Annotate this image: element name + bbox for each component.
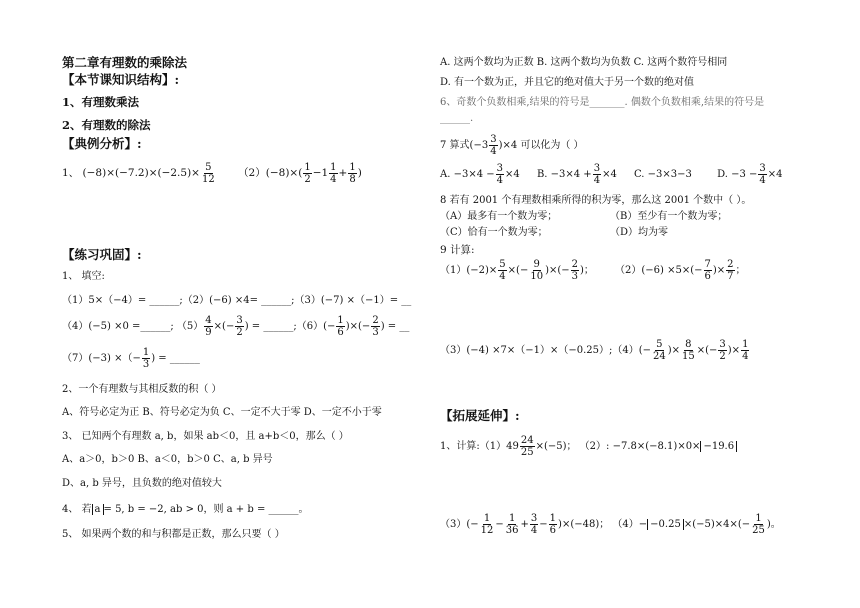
item-division: 2、有理数的除法 — [62, 118, 151, 132]
question-8: 8 若有 2001 个有理数相乘所得的积为零，那么这 2001 个数中（ ）。 — [440, 195, 752, 206]
fill2-frac-2: $\frac{3}{2}$ — [236, 315, 243, 338]
ex1-prefix: 1、 — [62, 167, 80, 179]
q9-part-2: （2）(−6) ×5×(− $\frac{7}{6}$ )× $\frac{2}{7}$ ； — [615, 259, 746, 282]
fill2-frac-3: $\frac{1}{6}$ — [337, 315, 344, 338]
extension-q1: 1、计算:（1）49 $\frac{24}{25}$ ×(−5)； （2）: −7.8×(−8.1)×0× −19.6 — [440, 434, 737, 460]
q7-optB-frac: $\frac{3}{4}$ — [593, 163, 601, 186]
practice-header: 【练习巩固】: — [62, 247, 142, 262]
q8-option-d: （D）均为零 — [610, 227, 669, 238]
abs-19-6: −19.6 — [700, 441, 737, 452]
q9-1-frac-3: $\frac{2}{3}$ — [571, 259, 579, 282]
fill3-frac: $\frac{1}{3}$ — [142, 347, 150, 370]
e3-frac-2: $\frac{1}{36}$ — [505, 513, 519, 536]
q7-frac: $\frac{3}{4}$ — [490, 134, 497, 157]
q9-1-frac-2: $\frac{9}{10}$ — [530, 259, 544, 282]
question-6-cont: ______. — [440, 113, 474, 124]
question-4: 4、 若 a = 5, b = −2, ab > 0，则 a + b = ______。 — [62, 504, 309, 515]
fill2-frac-4: $\frac{2}{3}$ — [372, 315, 379, 338]
structure-header: 【本节课知识结构】: — [62, 72, 180, 87]
q9-part-3-4: （3）(−4) ×7×（−1）×（−0.25）;（4）(− $\frac{5}{24}$ )× $\frac{8}{15}$ ×(− $\frac{3}{2}$ )× $\frac{1}{4}$ — [440, 339, 749, 362]
e3-frac-1: $\frac{1}{12}$ — [480, 513, 494, 536]
example-1: 1、 (−8)×(−7.2)×(−2.5)× $\frac{5}{12}$ （2）(−8)×( $\frac{1}{2}$ −1 $\frac{1}{4}$ + $\frac{1}{8}$ ) — [62, 161, 362, 185]
q5-options-abc: A. 这两个数均为正数 B. 这两个数均为负数 C. 这两个数符号相同 — [440, 57, 728, 68]
q9-part-1: （1）(−2)× $\frac{5}{4}$ ×(− $\frac{9}{10}$ )×(− $\frac{2}{3}$ )； — [440, 259, 594, 282]
q7-optD-frac: $\frac{3}{4}$ — [759, 163, 766, 186]
q7-optA-frac: $\frac{3}{4}$ — [496, 163, 503, 186]
e3-frac-3: $\frac{3}{4}$ — [530, 513, 538, 536]
e3-frac-4: $\frac{1}{6}$ — [549, 513, 557, 536]
ex1-fraction: $\frac{5}{12}$ — [201, 161, 215, 185]
fill-line-3: （7）(−3) ×（− $\frac{1}{3}$ ) = ______ — [62, 347, 200, 370]
chapter-title: 第二章有理数的乘除法 — [62, 55, 188, 70]
q9-4-frac-4: $\frac{1}{4}$ — [742, 339, 749, 362]
e3-frac-5: $\frac{1}{25}$ — [752, 513, 765, 536]
q8-option-c: （C）恰有一个数为零； — [440, 227, 548, 238]
q9-4-frac-3: $\frac{3}{2}$ — [719, 339, 726, 362]
question-3: 3、 已知两个有理数 a, b，如果 ab＜0，且 a+b＜0，那么（ ） — [62, 431, 349, 442]
fill-line-2: （4）(−5) ×0 =______; （5） $\frac{4}{9}$ ×(− $\frac{3}{2}$ ) = ______;（6）(− $\frac{1}{6}$ )×(− $\frac{2}{3}$ ) = __ — [62, 315, 410, 338]
question-3-option-d: D、a, b 异号，且负数的绝对值较大 — [62, 478, 222, 489]
fill2-frac-1: $\frac{4}{9}$ — [205, 315, 212, 338]
extension-header: 【拓展延伸】: — [440, 408, 520, 423]
ex1-frac-3: $\frac{1}{8}$ — [349, 161, 356, 185]
example-header: 【典例分析】: — [62, 136, 142, 151]
q9-4-frac-2: $\frac{8}{15}$ — [682, 339, 695, 362]
question-2-options: A、符号必定为正 B、符号必定为负 C、一定不大于零 D、一定不小于零 — [62, 407, 382, 418]
ex1-frac-2: $\frac{1}{4}$ — [330, 161, 337, 185]
right-column — [430, 0, 860, 608]
abs-0-25: −0.25 — [647, 519, 684, 530]
abs-a: a — [92, 504, 104, 515]
ex1-frac-1: $\frac{1}{2}$ — [304, 161, 311, 185]
question-1: 1、 填空: — [62, 271, 105, 282]
question-7: 7 算式(−3 $\frac{3}{4}$ )×4 可以化为（ ） — [440, 134, 584, 157]
item-multiplication: 1、有理数乘法 — [62, 95, 140, 109]
question-2: 2、一个有理数与其相反数的积（ ） — [62, 384, 222, 395]
question-7-options: A. −3×4 − $\frac{3}{4}$ ×4 B. −3×4 + $\frac{3}{4}$ ×4 C. −3×3−3 D. −3 − $\frac{3}{4}$ ×4 — [440, 163, 783, 186]
question-3-options: A、a＞0，b＞0 B、a＜0，b＞0 C、a, b 异号 — [62, 454, 273, 465]
q9-2-frac-2: $\frac{2}{7}$ — [727, 259, 734, 282]
e1-frac: $\frac{24}{25}$ — [520, 435, 534, 458]
question-6: 6、奇数个负数相乘,结果的符号是_______. 偶数个负数相乘,结果的符号是 — [440, 97, 765, 108]
extension-q3-q4: （3）(− $\frac{1}{12}$ − $\frac{1}{36}$ + $\frac{3}{4}$ − $\frac{1}{6}$ )×(−48)； （4）− −0.25 ×(−5)×4×(− $\frac{1}{25}$ )。 — [440, 513, 781, 536]
question-5: 5、 如果两个数的和与积都是正数，那么只要（ ） — [62, 529, 285, 540]
q5-option-d: D. 有一个数为正，并且它的绝对值大于另一个数的绝对值 — [440, 77, 695, 88]
q9-1-frac-1: $\frac{5}{4}$ — [499, 259, 506, 282]
ex1-part2: （2）(−8)×( — [238, 167, 303, 179]
q8-option-b: （B）至少有一个数为零； — [610, 211, 728, 222]
fill-line-1: （1）5×（−4）= ______;（2）(−6) ×4= ______;（3）(−7) ×（−1）= __ — [62, 295, 412, 306]
q9-2-frac-1: $\frac{7}{6}$ — [704, 259, 711, 282]
ex1-expr: (−8)×(−7.2)×(−2.5)× — [82, 167, 200, 179]
question-9: 9 计算: — [440, 244, 475, 256]
q9-4-frac-1: $\frac{5}{24}$ — [652, 339, 666, 362]
q8-option-a: （A）最多有一个数为零； — [440, 211, 558, 222]
